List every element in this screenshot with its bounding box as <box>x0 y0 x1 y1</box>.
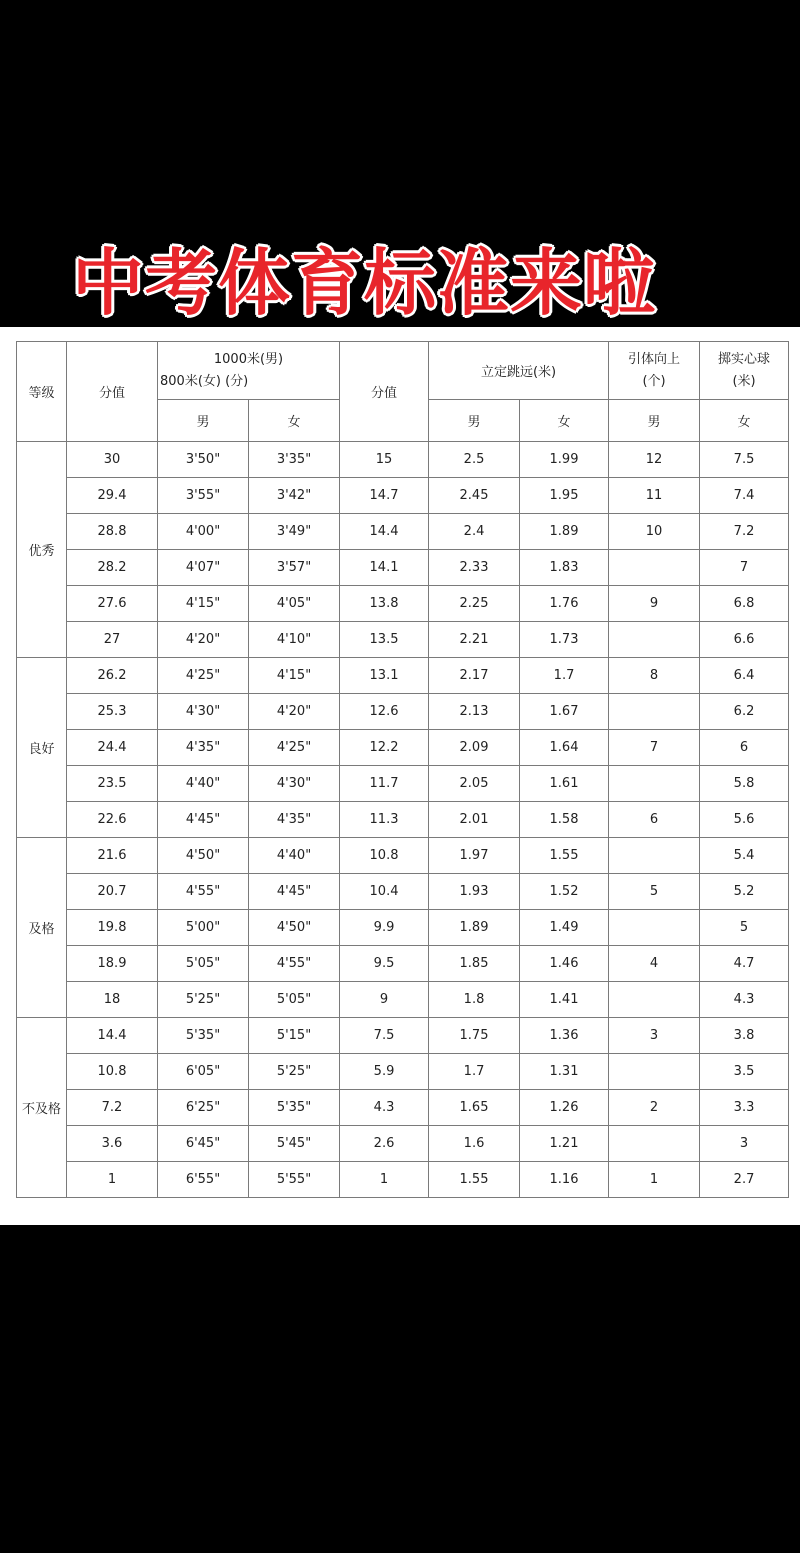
table-cell: 3 <box>609 1018 700 1054</box>
table-row <box>17 658 789 694</box>
table-cell: 1.46 <box>520 946 609 982</box>
table-cell: 4'35" <box>249 802 340 838</box>
table-cell: 4 <box>609 946 700 982</box>
table-cell: 10.8 <box>67 1054 158 1090</box>
table-cell: 3'50" <box>158 442 249 478</box>
table-cell: 7.5 <box>340 1018 429 1054</box>
table-cell: 4'50" <box>249 910 340 946</box>
table-cell: 1 <box>340 1162 429 1198</box>
table-row <box>17 982 789 1018</box>
table-row <box>17 514 789 550</box>
table-cell: 1.31 <box>520 1054 609 1090</box>
table-row <box>17 1054 789 1090</box>
table-row <box>17 586 789 622</box>
table-cell: 29.4 <box>67 478 158 514</box>
table-cell: 10.4 <box>340 874 429 910</box>
table-cell: 5 <box>609 874 700 910</box>
table-cell: 5'00" <box>158 910 249 946</box>
table-cell: 4.3 <box>340 1090 429 1126</box>
table-cell: 4'55" <box>158 874 249 910</box>
table-cell: 2.13 <box>429 694 520 730</box>
table-cell: 1 <box>609 1162 700 1198</box>
table-row <box>17 838 789 874</box>
table-cell: 3'35" <box>249 442 340 478</box>
table-cell: 4'05" <box>249 586 340 622</box>
table-cell: 1.67 <box>520 694 609 730</box>
table-cell: 15 <box>340 442 429 478</box>
table-cell: 1.85 <box>429 946 520 982</box>
table-cell: 1.8 <box>429 982 520 1018</box>
table-cell: 30 <box>67 442 158 478</box>
header-run-line1: 1000米(男) <box>213 351 284 367</box>
table-cell: 4'20" <box>158 622 249 658</box>
table-cell: 6'45" <box>158 1126 249 1162</box>
table-cell: 2.6 <box>340 1126 429 1162</box>
table-row <box>17 550 789 586</box>
grade-cell: 优秀 <box>17 442 67 658</box>
table-row <box>17 478 789 514</box>
table-cell: 9.5 <box>340 946 429 982</box>
table-cell: 10.8 <box>340 838 429 874</box>
table-cell: 2.05 <box>429 766 520 802</box>
table-cell: 1.26 <box>520 1090 609 1126</box>
table-cell: 14.4 <box>67 1018 158 1054</box>
table-cell: 1.52 <box>520 874 609 910</box>
table-cell <box>609 1126 700 1162</box>
table-cell: 4'40" <box>249 838 340 874</box>
table-row <box>17 766 789 802</box>
table-row <box>17 1126 789 1162</box>
table-cell: 3'49" <box>249 514 340 550</box>
table-cell: 1.7 <box>429 1054 520 1090</box>
header-ball <box>700 342 789 400</box>
grade-cell: 良好 <box>17 658 67 838</box>
table-cell: 11 <box>609 478 700 514</box>
table-cell: 4'15" <box>249 658 340 694</box>
table-cell: 1.75 <box>429 1018 520 1054</box>
header-run <box>158 342 340 400</box>
table-cell: 2.33 <box>429 550 520 586</box>
table-cell: 1.89 <box>520 514 609 550</box>
header-pullup-line1: 引体向上 <box>628 351 681 367</box>
table-cell: 4'10" <box>249 622 340 658</box>
table-cell: 1 <box>67 1162 158 1198</box>
table-cell: 6'55" <box>158 1162 249 1198</box>
table-cell: 1.65 <box>429 1090 520 1126</box>
table-cell: 6.8 <box>700 586 789 622</box>
table-cell: 2.21 <box>429 622 520 658</box>
table-cell: 6 <box>700 730 789 766</box>
standards-sheet <box>0 327 800 1225</box>
table-cell: 7.2 <box>700 514 789 550</box>
table-cell: 19.8 <box>67 910 158 946</box>
table-cell: 3'55" <box>158 478 249 514</box>
table-row <box>17 694 789 730</box>
table-cell: 7.2 <box>67 1090 158 1126</box>
table-cell: 2.01 <box>429 802 520 838</box>
table-cell: 2.17 <box>429 658 520 694</box>
table-cell: 4'25" <box>249 730 340 766</box>
table-cell: 4'45" <box>158 802 249 838</box>
table-cell: 4.3 <box>700 982 789 1018</box>
table-cell: 1.7 <box>520 658 609 694</box>
table-row <box>17 874 789 910</box>
table-cell: 4'35" <box>158 730 249 766</box>
table-cell: 12 <box>609 442 700 478</box>
table-cell: 4'07" <box>158 550 249 586</box>
table-cell: 6'05" <box>158 1054 249 1090</box>
table-cell: 6.4 <box>700 658 789 694</box>
table-cell: 1.76 <box>520 586 609 622</box>
grade-cell: 及格 <box>17 838 67 1018</box>
header-run-line2: 800米(女) (分) <box>160 373 249 389</box>
table-cell: 1.55 <box>429 1162 520 1198</box>
table-cell: 8 <box>609 658 700 694</box>
table-cell: 9 <box>340 982 429 1018</box>
table-cell: 10 <box>609 514 700 550</box>
table-cell: 1.49 <box>520 910 609 946</box>
table-cell: 13.8 <box>340 586 429 622</box>
table-row <box>17 910 789 946</box>
table-cell <box>609 550 700 586</box>
table-cell: 1.61 <box>520 766 609 802</box>
table-cell: 1.21 <box>520 1126 609 1162</box>
table-cell: 11.7 <box>340 766 429 802</box>
table-cell: 2 <box>609 1090 700 1126</box>
table-cell <box>609 694 700 730</box>
table-cell: 2.09 <box>429 730 520 766</box>
table-cell: 13.5 <box>340 622 429 658</box>
table-cell: 6'25" <box>158 1090 249 1126</box>
table-body <box>17 442 789 1198</box>
table-cell: 7 <box>609 730 700 766</box>
table-cell: 4.7 <box>700 946 789 982</box>
table-cell: 3'42" <box>249 478 340 514</box>
table-cell: 1.83 <box>520 550 609 586</box>
table-cell: 1.99 <box>520 442 609 478</box>
table-cell: 2.4 <box>429 514 520 550</box>
table-cell: 3.3 <box>700 1090 789 1126</box>
table-cell: 23.5 <box>67 766 158 802</box>
table-cell: 5'35" <box>249 1090 340 1126</box>
table-row <box>17 1090 789 1126</box>
table-cell: 3.6 <box>67 1126 158 1162</box>
table-row <box>17 730 789 766</box>
table-cell: 2.25 <box>429 586 520 622</box>
table-row <box>17 946 789 982</box>
header-ball-female: 女 <box>700 400 789 442</box>
table-cell: 5.4 <box>700 838 789 874</box>
table-cell: 27.6 <box>67 586 158 622</box>
standards-table <box>16 341 789 1198</box>
table-cell: 2.45 <box>429 478 520 514</box>
table-cell: 1.93 <box>429 874 520 910</box>
table-cell: 4'45" <box>249 874 340 910</box>
table-cell: 26.2 <box>67 658 158 694</box>
table-row <box>17 442 789 478</box>
table-cell: 18 <box>67 982 158 1018</box>
table-cell: 25.3 <box>67 694 158 730</box>
table-cell: 7 <box>700 550 789 586</box>
header-jump-female: 女 <box>520 400 609 442</box>
table-cell: 9 <box>609 586 700 622</box>
table-cell: 2.5 <box>429 442 520 478</box>
table-cell: 1.73 <box>520 622 609 658</box>
header-jump: 立定跳远(米) <box>429 342 609 400</box>
table-cell: 1.89 <box>429 910 520 946</box>
table-cell: 4'15" <box>158 586 249 622</box>
header-pullup <box>609 342 700 400</box>
table-cell: 1.55 <box>520 838 609 874</box>
table-cell <box>609 982 700 1018</box>
table-cell: 3.5 <box>700 1054 789 1090</box>
table-cell: 14.1 <box>340 550 429 586</box>
table-cell: 18.9 <box>67 946 158 982</box>
table-cell: 1.64 <box>520 730 609 766</box>
table-row <box>17 1162 789 1198</box>
table-cell: 5'45" <box>249 1126 340 1162</box>
header-ball-line1: 掷实心球 <box>718 351 771 367</box>
table-cell: 5.6 <box>700 802 789 838</box>
table-cell: 1.6 <box>429 1126 520 1162</box>
table-cell <box>609 622 700 658</box>
table-cell: 7.5 <box>700 442 789 478</box>
table-row <box>17 622 789 658</box>
table-cell: 5.9 <box>340 1054 429 1090</box>
table-cell: 5'05" <box>158 946 249 982</box>
table-cell: 4'25" <box>158 658 249 694</box>
header-score2: 分值 <box>340 342 429 442</box>
table-cell: 9.9 <box>340 910 429 946</box>
table-cell: 5'35" <box>158 1018 249 1054</box>
table-cell: 5'25" <box>249 1054 340 1090</box>
table-cell: 4'00" <box>158 514 249 550</box>
table-cell: 5'25" <box>158 982 249 1018</box>
table-cell: 4'20" <box>249 694 340 730</box>
table-cell: 5 <box>700 910 789 946</box>
table-cell: 24.4 <box>67 730 158 766</box>
table-cell: 1.97 <box>429 838 520 874</box>
table-cell: 5.8 <box>700 766 789 802</box>
table-cell <box>609 766 700 802</box>
table-cell <box>609 910 700 946</box>
page-title: 中考体育标准来啦 <box>72 241 657 325</box>
table-cell: 28.8 <box>67 514 158 550</box>
table-cell: 14.4 <box>340 514 429 550</box>
table-cell <box>609 1054 700 1090</box>
table-cell: 1.41 <box>520 982 609 1018</box>
table-cell: 4'40" <box>158 766 249 802</box>
table-cell: 3.8 <box>700 1018 789 1054</box>
header-pullup-male: 男 <box>609 400 700 442</box>
table-cell: 7.4 <box>700 478 789 514</box>
table-cell <box>609 838 700 874</box>
title-banner <box>0 215 800 325</box>
header-grade: 等级 <box>17 342 67 442</box>
table-cell: 4'30" <box>158 694 249 730</box>
table-cell: 6 <box>609 802 700 838</box>
table-cell: 27 <box>67 622 158 658</box>
table-cell: 2.7 <box>700 1162 789 1198</box>
grade-cell: 不及格 <box>17 1018 67 1198</box>
table-cell: 5'05" <box>249 982 340 1018</box>
table-cell: 14.7 <box>340 478 429 514</box>
table-cell: 3'57" <box>249 550 340 586</box>
header-ball-line2: (米) <box>732 373 756 389</box>
table-cell: 6.6 <box>700 622 789 658</box>
table-cell: 28.2 <box>67 550 158 586</box>
header-pullup-line2: (个) <box>642 373 666 389</box>
table-cell: 6.2 <box>700 694 789 730</box>
table-cell: 1.95 <box>520 478 609 514</box>
table-row <box>17 802 789 838</box>
table-cell: 3 <box>700 1126 789 1162</box>
table-cell: 12.6 <box>340 694 429 730</box>
table-cell: 5'15" <box>249 1018 340 1054</box>
table-cell: 4'30" <box>249 766 340 802</box>
table-cell: 5'55" <box>249 1162 340 1198</box>
table-cell: 4'50" <box>158 838 249 874</box>
table-cell: 21.6 <box>67 838 158 874</box>
table-cell: 20.7 <box>67 874 158 910</box>
table-cell: 4'55" <box>249 946 340 982</box>
header-row-1 <box>17 342 789 400</box>
header-run-female: 女 <box>249 400 340 442</box>
table-cell: 5.2 <box>700 874 789 910</box>
table-cell: 1.36 <box>520 1018 609 1054</box>
header-jump-male: 男 <box>429 400 520 442</box>
table-cell: 1.58 <box>520 802 609 838</box>
header-score: 分值 <box>67 342 158 442</box>
table-cell: 22.6 <box>67 802 158 838</box>
table-cell: 13.1 <box>340 658 429 694</box>
table-cell: 11.3 <box>340 802 429 838</box>
table-cell: 12.2 <box>340 730 429 766</box>
table-cell: 1.16 <box>520 1162 609 1198</box>
table-row <box>17 1018 789 1054</box>
header-run-male: 男 <box>158 400 249 442</box>
